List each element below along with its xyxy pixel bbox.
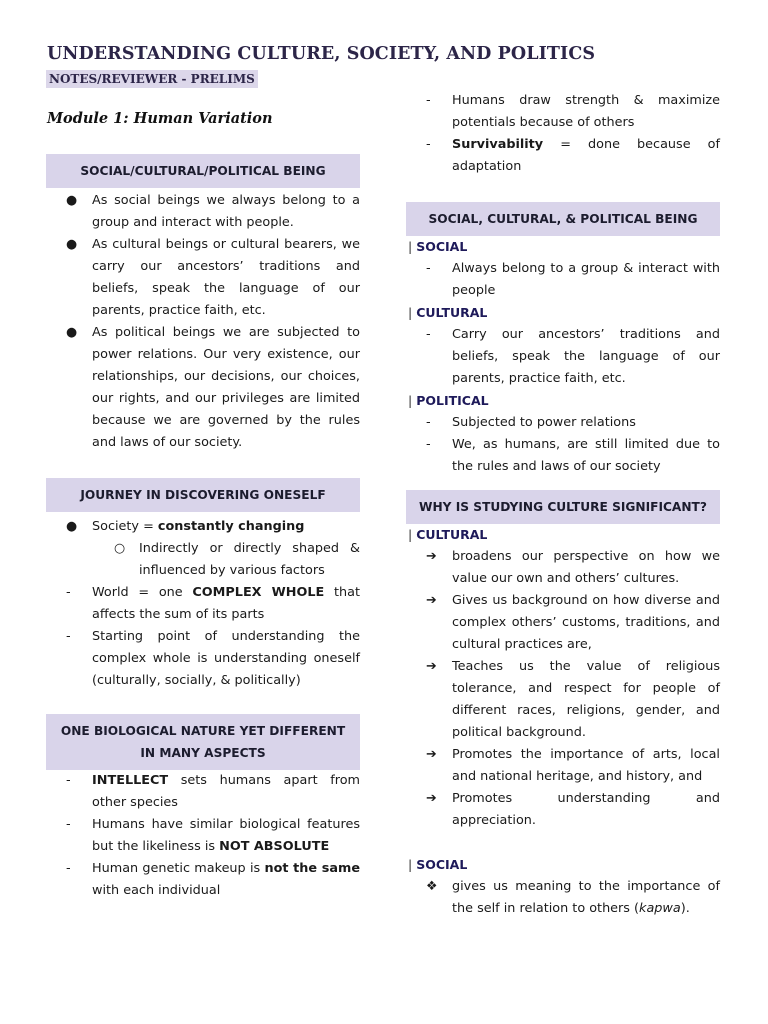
list-item: - INTELLECT sets humans apart from other species xyxy=(46,770,360,814)
list-item: ➔ Gives us background on how diverse and complex others’ customs, traditions, and cultural practices are, xyxy=(406,590,720,656)
arrow-icon: ➔ xyxy=(426,791,437,806)
list-item: ➔ Teaches us the value of religious tolerance, and respect for people of different races, religions, gender, and political background. xyxy=(406,656,720,744)
category-label: | POLITICAL xyxy=(408,393,489,408)
list-item: ➔ Promotes the importance of arts, local and national heritage, and history, and xyxy=(406,744,720,788)
dash-marker: - xyxy=(426,437,431,452)
right-column xyxy=(406,90,720,920)
list-item: ➔ Promotes understanding and appreciation. xyxy=(406,788,720,832)
list-item: ● Society = constantly changing xyxy=(46,516,360,538)
section-heading: JOURNEY IN DISCOVERING ONESELF xyxy=(46,478,360,512)
list-item: - Humans draw strength & maximize potentials because of others xyxy=(406,90,720,134)
left-column xyxy=(46,154,360,902)
circle-marker: ○ xyxy=(114,541,126,556)
list-item: - We, as humans, are still limited due to the rules and laws of our society xyxy=(406,434,720,478)
bullet-list xyxy=(46,516,360,692)
list-item: ● As cultural beings or cultural bearers, we carry our ancestors’ traditions and beliefs, speak the language of our parents, practice faith, etc. xyxy=(46,234,360,322)
dash-list xyxy=(406,324,720,390)
dash-marker: - xyxy=(66,817,71,832)
list-item: - Survivability = done because of adaptation xyxy=(406,134,720,178)
section-heading: ONE BIOLOGICAL NATURE YET DIFFERENT IN MANY ASPECTS xyxy=(46,714,360,770)
arrow-icon: ➔ xyxy=(426,747,437,762)
list-item: ➔ broadens our perspective on how we value our own and others’ cultures. xyxy=(406,546,720,590)
category-label: | CULTURAL xyxy=(408,305,488,320)
arrow-icon: ➔ xyxy=(426,659,437,674)
category-label: | SOCIAL xyxy=(408,239,468,254)
section-heading: SOCIAL, CULTURAL, & POLITICAL BEING xyxy=(406,202,720,236)
dash-marker: - xyxy=(426,137,431,152)
section-heading: SOCIAL/CULTURAL/POLITICAL BEING xyxy=(46,154,360,188)
sub-list-item: ○ Indirectly or directly shaped & influenced by various factors xyxy=(46,538,360,582)
dash-list xyxy=(406,90,720,178)
module-title: Module 1: Human Variation xyxy=(47,110,273,127)
dash-marker: - xyxy=(426,415,431,430)
bullet-list xyxy=(46,190,360,454)
dash-list xyxy=(406,412,720,478)
list-item: - Human genetic makeup is not the same with each individual xyxy=(46,858,360,902)
list-item: - Carry our ancestors’ traditions and beliefs, speak the language of our parents, practice faith, etc. xyxy=(406,324,720,390)
dash-marker: - xyxy=(66,585,71,600)
category-label: | SOCIAL xyxy=(408,857,468,872)
list-item: ● As political beings we are subjected to power relations. Our very existence, our relationships, our decisions, our choices, our rights, and our privileges are limited because we are governed by the rules and laws of our society. xyxy=(46,322,360,454)
list-item: - Always belong to a group & interact with people xyxy=(406,258,720,302)
diamond-list xyxy=(406,876,720,920)
bullet-marker: ● xyxy=(66,325,78,340)
document-subtitle: NOTES/REVIEWER - PRELIMS xyxy=(46,70,258,88)
section-heading: WHY IS STUDYING CULTURE SIGNIFICANT? xyxy=(406,490,720,524)
list-item: - World = one COMPLEX WHOLE that affects the sum of its parts xyxy=(46,582,360,626)
list-item: - Starting point of understanding the complex whole is understanding oneself (culturally, socially, & politically) xyxy=(46,626,360,692)
bullet-marker: ● xyxy=(66,193,78,208)
dash-marker: - xyxy=(426,327,431,342)
dash-marker: - xyxy=(426,261,431,276)
arrow-icon: ➔ xyxy=(426,593,437,608)
list-item: - Humans have similar biological features but the likeliness is NOT ABSOLUTE xyxy=(46,814,360,858)
dash-list xyxy=(46,770,360,902)
arrow-icon: ➔ xyxy=(426,549,437,564)
dash-marker: - xyxy=(426,93,431,108)
dash-marker: - xyxy=(66,629,71,644)
bullet-marker: ● xyxy=(66,237,78,252)
arrow-list xyxy=(406,546,720,832)
bullet-marker: ● xyxy=(66,519,78,534)
list-item: ● As social beings we always belong to a group and interact with people. xyxy=(46,190,360,234)
list-item: - Subjected to power relations xyxy=(406,412,720,434)
list-item: ❖ gives us meaning to the importance of the self in relation to others (kapwa). xyxy=(406,876,720,920)
diamond-icon: ❖ xyxy=(426,879,438,894)
dash-marker: - xyxy=(66,773,71,788)
document-title: UNDERSTANDING CULTURE, SOCIETY, AND POLITICS xyxy=(47,44,596,64)
dash-marker: - xyxy=(66,861,71,876)
category-label: | CULTURAL xyxy=(408,527,488,542)
dash-list xyxy=(406,258,720,302)
